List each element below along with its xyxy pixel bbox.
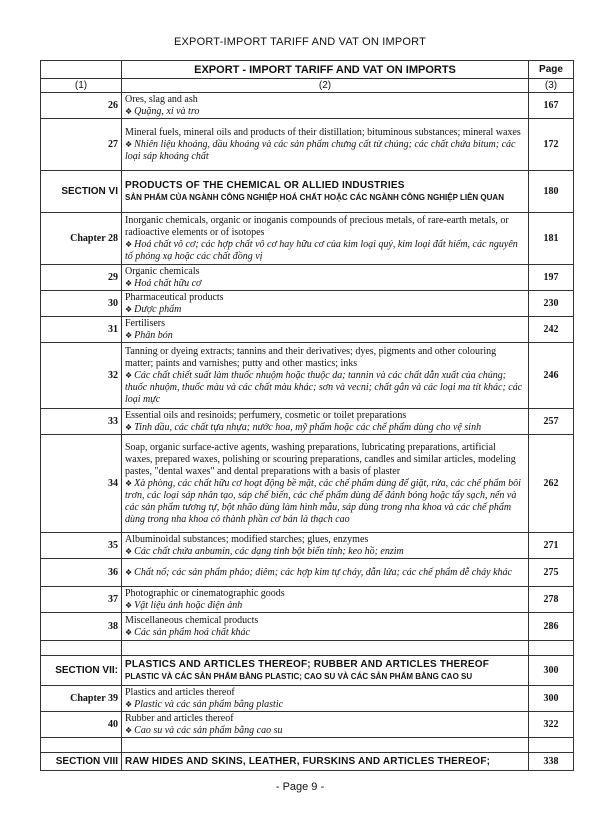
description [122,343,529,409]
page-number: 286 [529,613,574,641]
table-row [41,265,574,291]
desc-vi: ❖ Vật liệu ảnh hoặc điện ảnh [125,600,525,612]
desc-vi: ❖ Hoá chất vô cơ; các hợp chất vô cơ hay hữu cơ của kim loại quý, kim loại đất hiếm, các nguyên tố phóng xạ hoặc các chất đồng vị [125,239,525,263]
desc-vi: ❖ Các chất chiết suất làm thuốc nhuộm hoặc thuộc da; tannin và các chất dẫn xuất của chúng; thuốc nhuộm, thuốc màu và các chất màu khác; sơn và vecni; chất gắn và các loại ma tít khác; các loại mực [125,370,525,406]
chapter-number: 31 [41,317,122,343]
page-number: 180 [529,171,574,213]
desc-en: RAW HIDES AND SKINS, LEATHER, FURSKINS AND ARTICLES THEREOF; [125,755,491,767]
page-number: 197 [529,265,574,291]
section-row [41,171,574,213]
description [122,213,529,265]
desc-en: Albuminoidal substances; modified starches; glues, enzymes [125,533,369,545]
table-row [41,533,574,559]
description [122,613,529,641]
spacer [529,641,574,656]
desc-en: Essential oils and resinoids; perfumery, cosmetic or toilet preparations [125,409,407,421]
description [122,171,529,213]
desc-en: PLASTICS AND ARTICLES THEREOF; RUBBER AND ARTICLES THEREOF [125,658,490,670]
desc-vi: ❖ Phân bón [125,330,525,342]
desc-en: Fertilisers [125,317,165,329]
table-row [41,435,574,533]
chapter-number: 33 [41,409,122,435]
desc-vi: ❖ Cao su và các sản phẩm bằng cao su [125,725,525,737]
desc-vi: ❖ Chất nổ; các sản phẩm pháo; diêm; các hợp kim tự cháy, dẫn lửa; các chế phẩm dễ cháy khác [125,567,525,579]
page-number: 275 [529,559,574,587]
table-row [41,317,574,343]
chapter-number: 26 [41,93,122,119]
page-number: 257 [529,409,574,435]
table-row [41,93,574,119]
description [122,712,529,738]
desc-vi: ❖ Tinh dầu, các chất tựa nhựa; nước hoa, mỹ phẩm hoặc các chế phẩm dùng cho vệ sinh [125,422,525,434]
desc-en: Miscellaneous chemical products [125,614,259,626]
desc-en: Rubber and articles thereof [125,712,234,724]
table-row [41,686,574,712]
table-row [41,343,574,409]
chapter-number: 35 [41,533,122,559]
chapter-number: 27 [41,119,122,171]
desc-en: Ores, slag and ash [125,93,198,105]
desc-vi: ❖ Plastic và các sản phẩm bằng plastic [125,699,525,711]
description [122,93,529,119]
description [122,317,529,343]
page-footer: - Page 9 - [275,781,325,793]
page-number: 300 [529,656,574,686]
desc-en: Plastics and articles thereof [125,686,235,698]
section-label: SECTION VII: [41,656,122,686]
desc-vi: PLASTIC VÀ CÁC SẢN PHẨM BẰNG PLASTIC; CAO SU VÀ CÁC SẢN PHẨM BẰNG CAO SU [125,671,473,681]
description [122,119,529,171]
description [122,559,529,587]
desc-en: Photographic or cinematographic goods [125,587,285,599]
desc-vi: SẢN PHẨM CỦA NGÀNH CÔNG NGHIỆP HOÁ CHẤT HOẶC CÁC NGÀNH CÔNG NGHIỆP LIÊN QUAN [125,192,504,202]
table-row [41,119,574,171]
desc-vi: ❖ Nhiên liệu khoáng, dầu khoáng và các sản phẩm chưng cất từ chúng; các chất chứa bitum; các loại sáp khoáng chất [125,139,525,163]
col1-header: (1) [41,79,122,93]
page-number: 338 [529,753,574,771]
desc-vi: ❖ Xà phòng, các chất hữu cơ hoạt động bề mặt, các chế phẩm dùng để giặt, rửa, các chế phẩm bôi trơn, các loại sáp nhân tạo, sáp chế biến, các chế phẩm dùng để đánh bóng hoặc tẩy sạch, nến và các sản phẩm tương tự, bột nhão dùng làm hình mẫu, sáp dùng trong nha khoa và các chế phẩm dùng trong nha khoa có thành phần cơ bản là thạch cao [125,478,525,526]
table-row [41,291,574,317]
section-label: SECTION VIII [41,753,122,771]
description [122,409,529,435]
desc-en: Tanning or dyeing extracts; tannins and their derivatives; dyes, pigments and other colouring matter; paints and varnishes; putty and other mastics; inks [125,345,497,369]
description [122,435,529,533]
page-number: 300 [529,686,574,712]
spacer [122,738,529,753]
page-number: 262 [529,435,574,533]
chapter-number: 37 [41,587,122,613]
description [122,686,529,712]
desc-en: Soap, organic surface-active agents, washing preparations, lubricating preparations, artificial waxes, prepared waxes, polishing or scouring preparations, candles and similar articles, modeling pastes, "dental waxes" and dental preparations with a basis of plaster [125,441,516,477]
desc-en: Organic chemicals [125,265,200,277]
page-number: 230 [529,291,574,317]
page-number: 271 [529,533,574,559]
chapter-number: 32 [41,343,122,409]
column-number-row [41,79,574,93]
chapter-number: 30 [41,291,122,317]
page-column-header: Page [529,61,574,79]
table-row [41,409,574,435]
page-number: 278 [529,587,574,613]
spacer-row [41,641,574,656]
spacer [41,738,122,753]
tariff-contents-table [40,60,574,771]
page-number: 181 [529,213,574,265]
blank-cell [41,61,122,79]
description [122,291,529,317]
page-number: 167 [529,93,574,119]
col3-header: (3) [529,79,574,93]
spacer [41,641,122,656]
spacer [122,641,529,656]
spacer-row [41,738,574,753]
page-number: 246 [529,343,574,409]
description [122,656,529,686]
chapter-number: 38 [41,613,122,641]
desc-vi: ❖ Quặng, xỉ và tro [125,106,525,118]
table-row [41,712,574,738]
page-number: 242 [529,317,574,343]
chapter-number: 29 [41,265,122,291]
description [122,533,529,559]
chapter-number: 40 [41,712,122,738]
table-row [41,213,574,265]
desc-vi: ❖ Các sản phẩm hoá chất khác [125,627,525,639]
description [122,753,529,771]
table-title-row [41,61,574,79]
chapter-number: Chapter 39 [41,686,122,712]
desc-en: Inorganic chemicals, organic or inoganis compounds of precious metals, of rare-earth metals, or radioactive elements or of isotopes [125,214,509,238]
desc-vi: ❖ Các chất chứa anbumin, các dạng tinh bột biến tính; keo hồ; enzim [125,546,525,558]
section-row [41,753,574,771]
running-header: EXPORT-IMPORT TARIFF AND VAT ON IMPORT [173,36,427,48]
description [122,587,529,613]
page-number: 172 [529,119,574,171]
chapter-number: 36 [41,559,122,587]
spacer [529,738,574,753]
desc-vi: ❖ Dược phẩm [125,304,525,316]
desc-en: Pharmaceutical products [125,291,224,303]
table-row [41,587,574,613]
desc-vi: ❖ Hoá chất hữu cơ [125,278,525,290]
table-title: EXPORT - IMPORT TARIFF AND VAT ON IMPORTS [122,61,529,79]
desc-en: PRODUCTS OF THE CHEMICAL OR ALLIED INDUSTRIES [125,179,405,191]
table-row [41,559,574,587]
col2-header: (2) [122,79,529,93]
description [122,265,529,291]
desc-en: Mineral fuels, mineral oils and products of their distillation; bituminous substances; mineral waxes [125,126,521,138]
section-label: SECTION VI [41,171,122,213]
section-row [41,656,574,686]
table-row [41,613,574,641]
page-number: 322 [529,712,574,738]
chapter-number: Chapter 28 [41,213,122,265]
chapter-number: 34 [41,435,122,533]
